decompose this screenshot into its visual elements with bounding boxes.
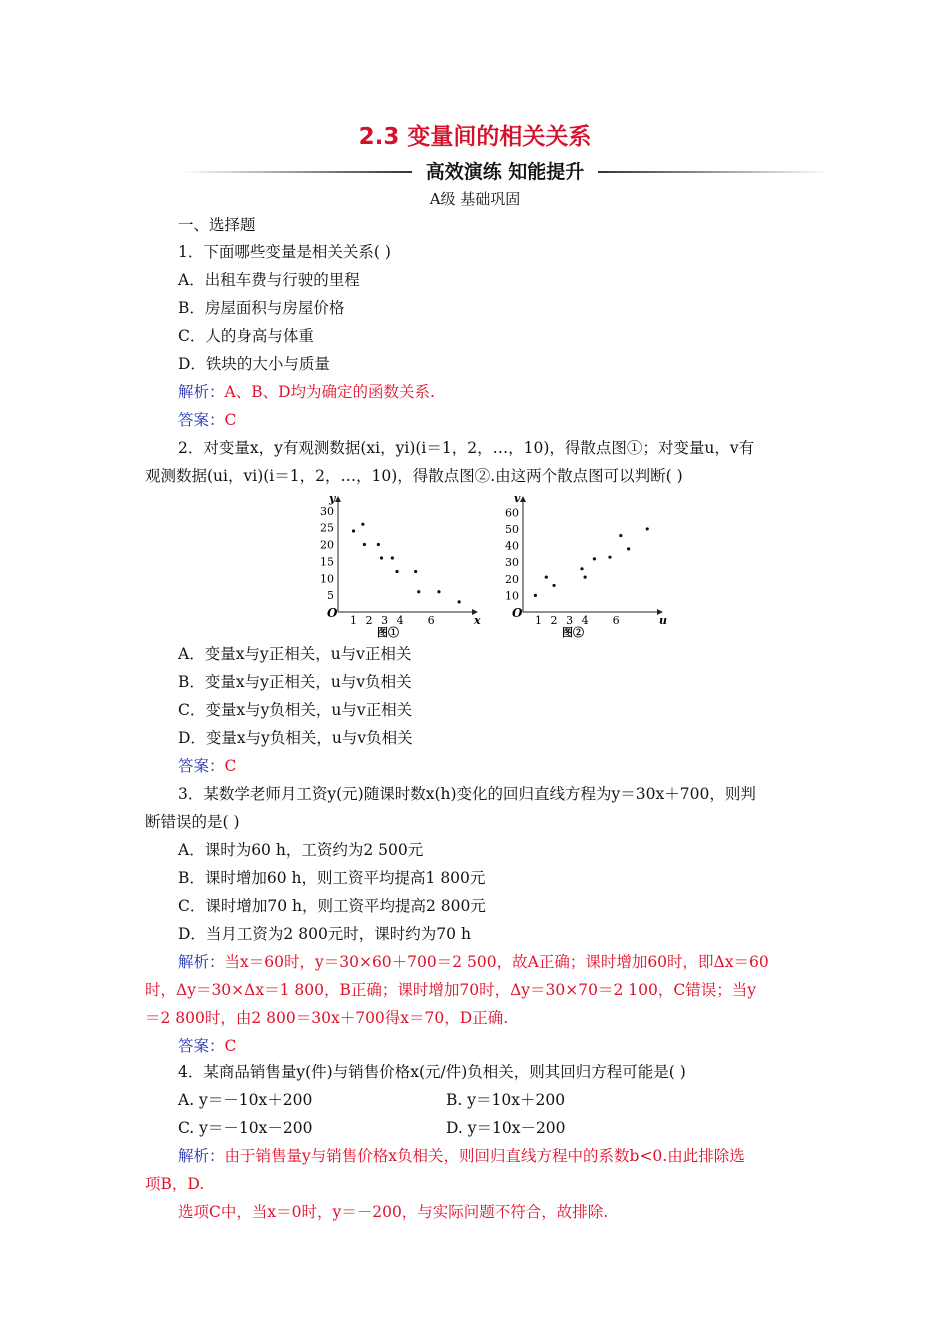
y-tick-label: 40 <box>505 539 519 553</box>
analysis-text: 当x＝60时，y＝30×60＋700＝2 500，故A正确；课时增加60时，即Δx＝60 <box>224 953 769 971</box>
scatter-point <box>534 594 537 597</box>
analysis-label: 解析： <box>178 1147 225 1165</box>
x-tick-label: 2 <box>550 614 558 627</box>
banner-text: 高效演练 知能提升 <box>425 161 585 183</box>
scatter-chart-2 <box>493 494 668 640</box>
q2-stem-line2: 观测数据(ui，vi)(i＝1，2，…，10)，得散点图②.由这两个散点图可以判断( ) <box>145 467 683 485</box>
x-tick-label: 1 <box>350 614 358 627</box>
scatter-point <box>646 527 649 530</box>
scatter-point <box>391 556 394 559</box>
q2-answer <box>178 756 236 776</box>
q2-option-d: D．变量x与y负相关，u与v负相关 <box>178 729 413 747</box>
q4-analysis-line1 <box>178 1146 745 1166</box>
q4-option-a: A. y＝－10x＋200 <box>178 1091 313 1109</box>
q4-analysis-line3: 选项C中，当x＝0时，y＝－200，与实际问题不符合，故排除. <box>178 1203 609 1221</box>
x-axis-label: x <box>474 614 481 627</box>
x-tick-label: 3 <box>566 614 574 627</box>
q1-option-b: B．房屋面积与房屋价格 <box>178 299 345 317</box>
scatter-point <box>580 567 583 570</box>
y-tick-label: 50 <box>505 522 519 536</box>
q1-option-a: A．出租车费与行驶的里程 <box>178 271 360 289</box>
answer-label: 答案： <box>178 757 225 775</box>
q2-stem-line1: 2．对变量x，y有观测数据(xi，yi)(i＝1，2，…，10)，得散点图①；对变量u，v有 <box>178 439 755 457</box>
y-tick-label: 15 <box>320 555 334 569</box>
y-axis-label: y <box>329 494 336 505</box>
scatter-point <box>414 570 417 573</box>
x-tick-label: 3 <box>381 614 389 627</box>
scatter-point <box>584 576 587 579</box>
answer-value: C <box>224 1037 237 1055</box>
scatter-point <box>395 570 398 573</box>
y-tick-label: 5 <box>327 589 334 603</box>
y-tick-label: 30 <box>320 504 334 518</box>
scatter-point <box>363 543 366 546</box>
q4-option-b: B. y＝10x＋200 <box>446 1091 566 1109</box>
scatter-point <box>619 534 622 537</box>
section-heading: 一、选择题 <box>178 216 256 234</box>
q4-analysis-line2: 项B，D. <box>145 1175 205 1193</box>
scatter-point <box>377 543 380 546</box>
q2-option-b: B．变量x与y正相关，u与v负相关 <box>178 673 412 691</box>
scatter-point <box>608 556 611 559</box>
y-axis-label: v <box>514 494 521 505</box>
analysis-label: 解析： <box>178 953 225 971</box>
analysis-text: A、B、D均为确定的函数关系. <box>224 383 435 401</box>
q3-analysis-line1 <box>178 952 769 972</box>
section-banner <box>180 157 830 187</box>
q3-analysis-line2: 时，Δy＝30×Δx＝1 800，B正确；课时增加70时，Δy＝30×70＝2 100，C错误；当y <box>145 981 756 999</box>
q1-option-d: D．铁块的大小与质量 <box>178 355 330 373</box>
level-heading: A级 基础巩固 <box>429 190 521 208</box>
origin-label: O <box>327 606 338 620</box>
x-tick-label: 2 <box>365 614 373 627</box>
x-tick-label: 6 <box>612 614 620 627</box>
y-axis-arrow <box>520 496 526 502</box>
q3-option-a: A．课时为60 h，工资约为2 500元 <box>178 841 424 859</box>
q3-stem-line2: 断错误的是( ) <box>145 813 240 831</box>
q3-analysis-line3: ＝2 800时，由2 800＝30x＋700得x＝70，D正确. <box>145 1009 509 1027</box>
analysis-label: 解析： <box>178 383 225 401</box>
y-tick-label: 20 <box>320 538 334 552</box>
answer-value: C <box>224 757 237 775</box>
answer-label: 答案： <box>178 411 225 429</box>
scatter-point <box>552 584 555 587</box>
x-tick-label: 4 <box>581 614 589 627</box>
y-tick-label: 10 <box>320 572 334 586</box>
y-tick-label: 10 <box>505 589 519 603</box>
scatter-point <box>437 590 440 593</box>
q3-option-d: D．当月工资为2 800元时，课时约为70 h <box>178 925 471 943</box>
x-tick-label: 4 <box>396 614 404 627</box>
scatter-point <box>593 557 596 560</box>
q4-option-c: C. y＝－10x－200 <box>178 1119 313 1137</box>
chart-caption: 图② <box>562 626 584 639</box>
q1-answer <box>178 410 236 430</box>
origin-label: O <box>512 606 523 620</box>
analysis-text: 由于销售量y与销售价格x负相关，则回归直线方程中的系数b<0.由此排除选 <box>224 1147 745 1165</box>
q2-option-a: A．变量x与y正相关，u与v正相关 <box>178 645 412 663</box>
q3-stem-line1: 3．某数学老师月工资y(元)随课时数x(h)变化的回归直线方程为y＝30x＋700，则判 <box>178 785 756 803</box>
page-title: 2.3 变量间的相关关系 <box>358 124 592 150</box>
x-tick-label: 6 <box>427 614 435 627</box>
q2-option-c: C．变量x与y负相关，u与v正相关 <box>178 701 413 719</box>
scatter-chart-1 <box>308 494 483 640</box>
scatter-point <box>361 523 364 526</box>
chart-caption: 图① <box>377 626 399 639</box>
q1-option-c: C．人的身高与体重 <box>178 327 314 345</box>
answer-label: 答案： <box>178 1037 225 1055</box>
q3-option-c: C．课时增加70 h，则工资平均提高2 800元 <box>178 897 486 915</box>
q4-option-d: D. y＝10x－200 <box>446 1119 566 1137</box>
q1-stem: 1．下面哪些变量是相关关系( ) <box>178 243 391 261</box>
banner-rule-right <box>598 171 830 173</box>
y-tick-label: 25 <box>320 521 334 535</box>
scatter-point <box>627 547 630 550</box>
answer-value: C <box>224 411 237 429</box>
y-axis-arrow <box>335 496 341 502</box>
y-tick-label: 30 <box>505 556 519 570</box>
x-tick-label: 1 <box>535 614 543 627</box>
scatter-point <box>545 576 548 579</box>
scatter-point <box>458 600 461 603</box>
y-tick-label: 60 <box>505 506 519 520</box>
scatter-point <box>352 529 355 532</box>
scatter-point <box>380 556 383 559</box>
y-tick-label: 20 <box>505 572 519 586</box>
q3-answer <box>178 1036 236 1056</box>
q3-option-b: B．课时增加60 h，则工资平均提高1 800元 <box>178 869 486 887</box>
q1-analysis <box>178 382 435 402</box>
scatter-point <box>417 590 420 593</box>
x-axis-label: u <box>659 614 667 627</box>
q4-stem: 4．某商品销售量y(件)与销售价格x(元/件)负相关，则其回归方程可能是( ) <box>178 1063 686 1081</box>
